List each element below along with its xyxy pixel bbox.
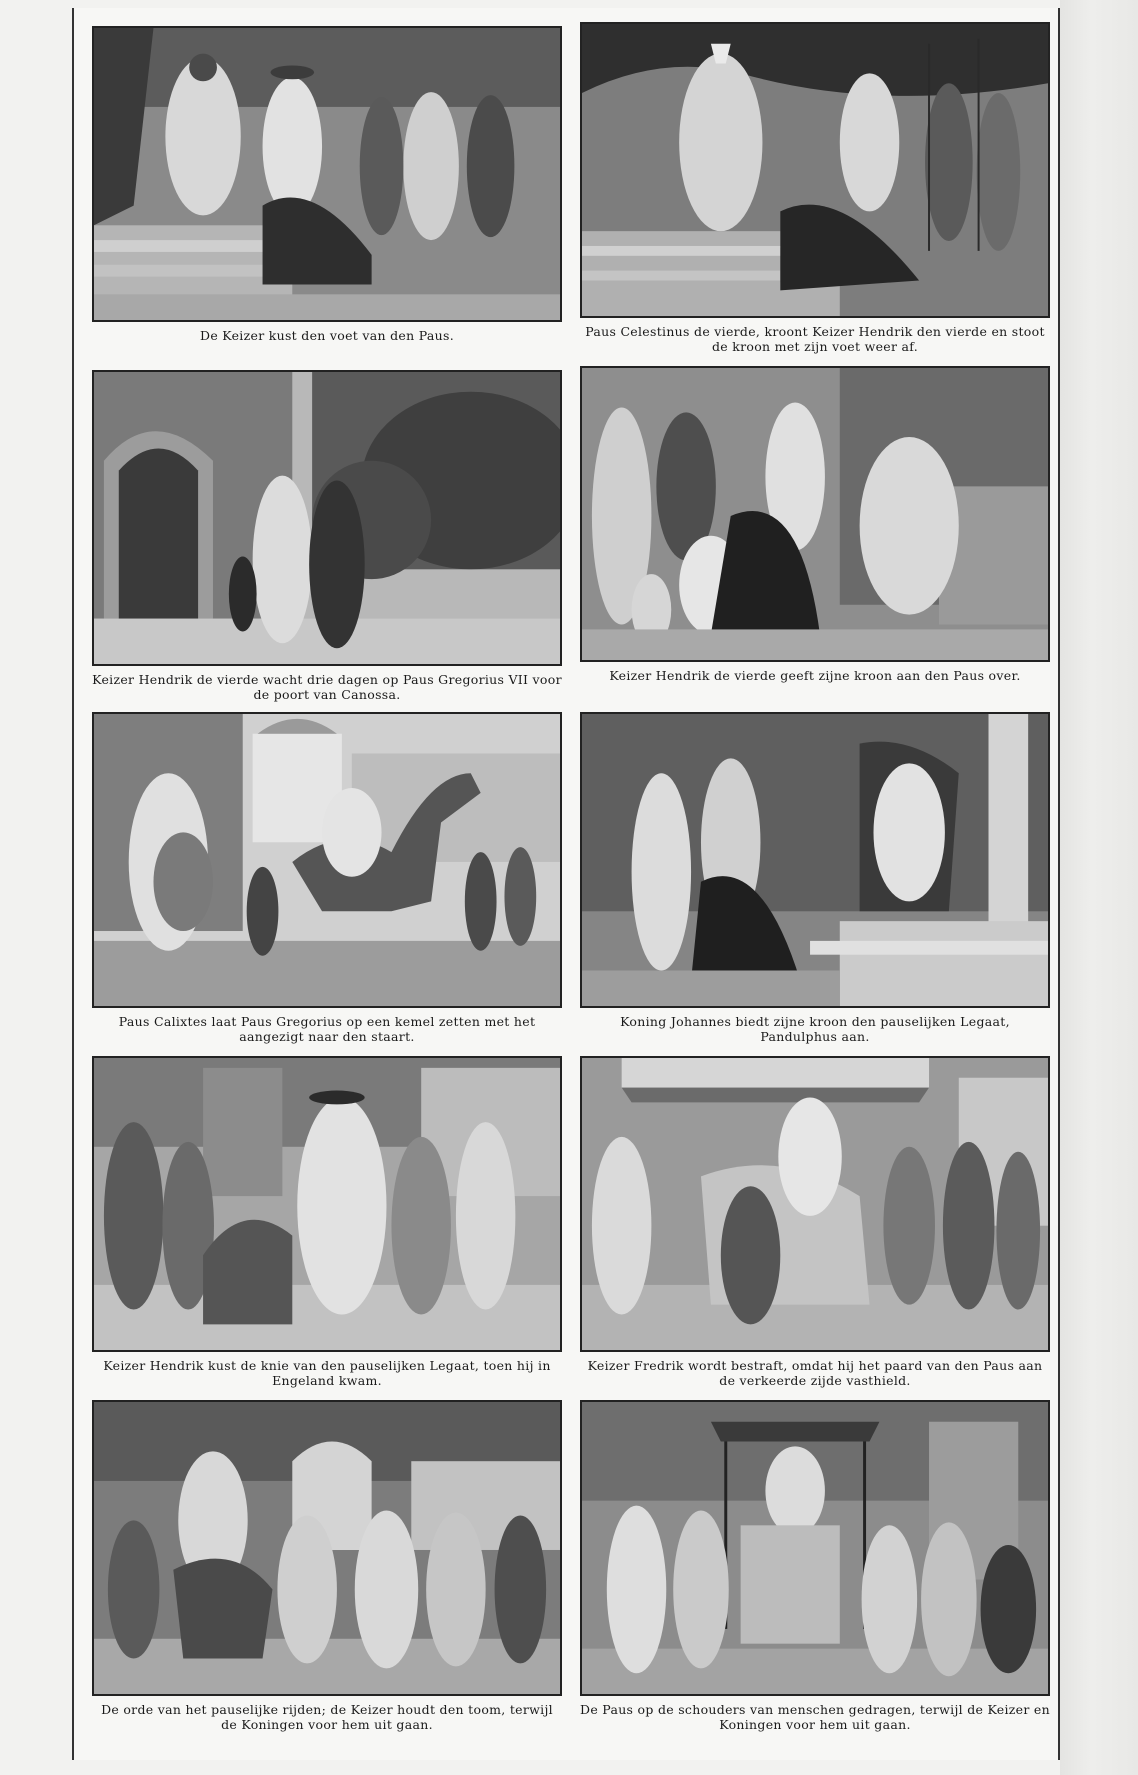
page-edge [1060, 0, 1138, 1775]
plate-2 [580, 22, 1050, 356]
plate-3 [92, 370, 562, 704]
plate-7-caption: Keizer Hendrik kust de knie van den pauselijken Legaat, toen hij in Engeland kwam. [103, 1358, 551, 1388]
plate-4-illustration [580, 366, 1050, 662]
plate-1-illustration [92, 26, 562, 322]
plate-3-caption: Keizer Hendrik de vierde wacht drie dagen op Paus Gregorius VII voor de poort van Canossa. [92, 672, 562, 702]
plate-1 [92, 26, 562, 360]
plate-2-caption: Paus Celestinus de vierde, kroont Keizer Hendrik den vierde en stoot de kroon met zijn voet weer af. [585, 324, 1045, 354]
plate-10-caption: De Paus op de schouders van menschen gedragen, terwijl de Keizer en Koningen voor hem uit gaan. [580, 1702, 1050, 1732]
plate-10 [580, 1400, 1050, 1734]
plate-9 [92, 1400, 562, 1734]
plate-1-caption: De Keizer kust den voet van den Paus. [200, 328, 454, 343]
plate-8 [580, 1056, 1050, 1390]
plate-7-illustration [92, 1056, 562, 1352]
plate-4-caption: Keizer Hendrik de vierde geeft zijne kroon aan den Paus over. [609, 668, 1021, 683]
plate-8-illustration [580, 1056, 1050, 1352]
plate-6-caption: Koning Johannes biedt zijne kroon den pauselijken Legaat, Pandulphus aan. [620, 1014, 1010, 1044]
plate-10-illustration [580, 1400, 1050, 1696]
plate-6-illustration [580, 712, 1050, 1008]
plate-3-illustration [92, 370, 562, 666]
plate-7 [92, 1056, 562, 1390]
plate-6 [580, 712, 1050, 1046]
plate-9-caption: De orde van het pauselijke rijden; de Keizer houdt den toom, terwijl de Koningen voor hem uit gaan. [101, 1702, 553, 1732]
plate-5-caption: Paus Calixtes laat Paus Gregorius op een kemel zetten met het aangezigt naar den staart. [118, 1014, 536, 1044]
plate-2-illustration [580, 22, 1050, 318]
plate-4 [580, 366, 1050, 700]
plate-5 [92, 712, 562, 1046]
plate-8-caption: Keizer Fredrik wordt bestraft, omdat hij het paard van den Paus aan de verkeerde zijde vasthield. [587, 1358, 1043, 1388]
plate-5-illustration [92, 712, 562, 1008]
plate-9-illustration [92, 1400, 562, 1696]
